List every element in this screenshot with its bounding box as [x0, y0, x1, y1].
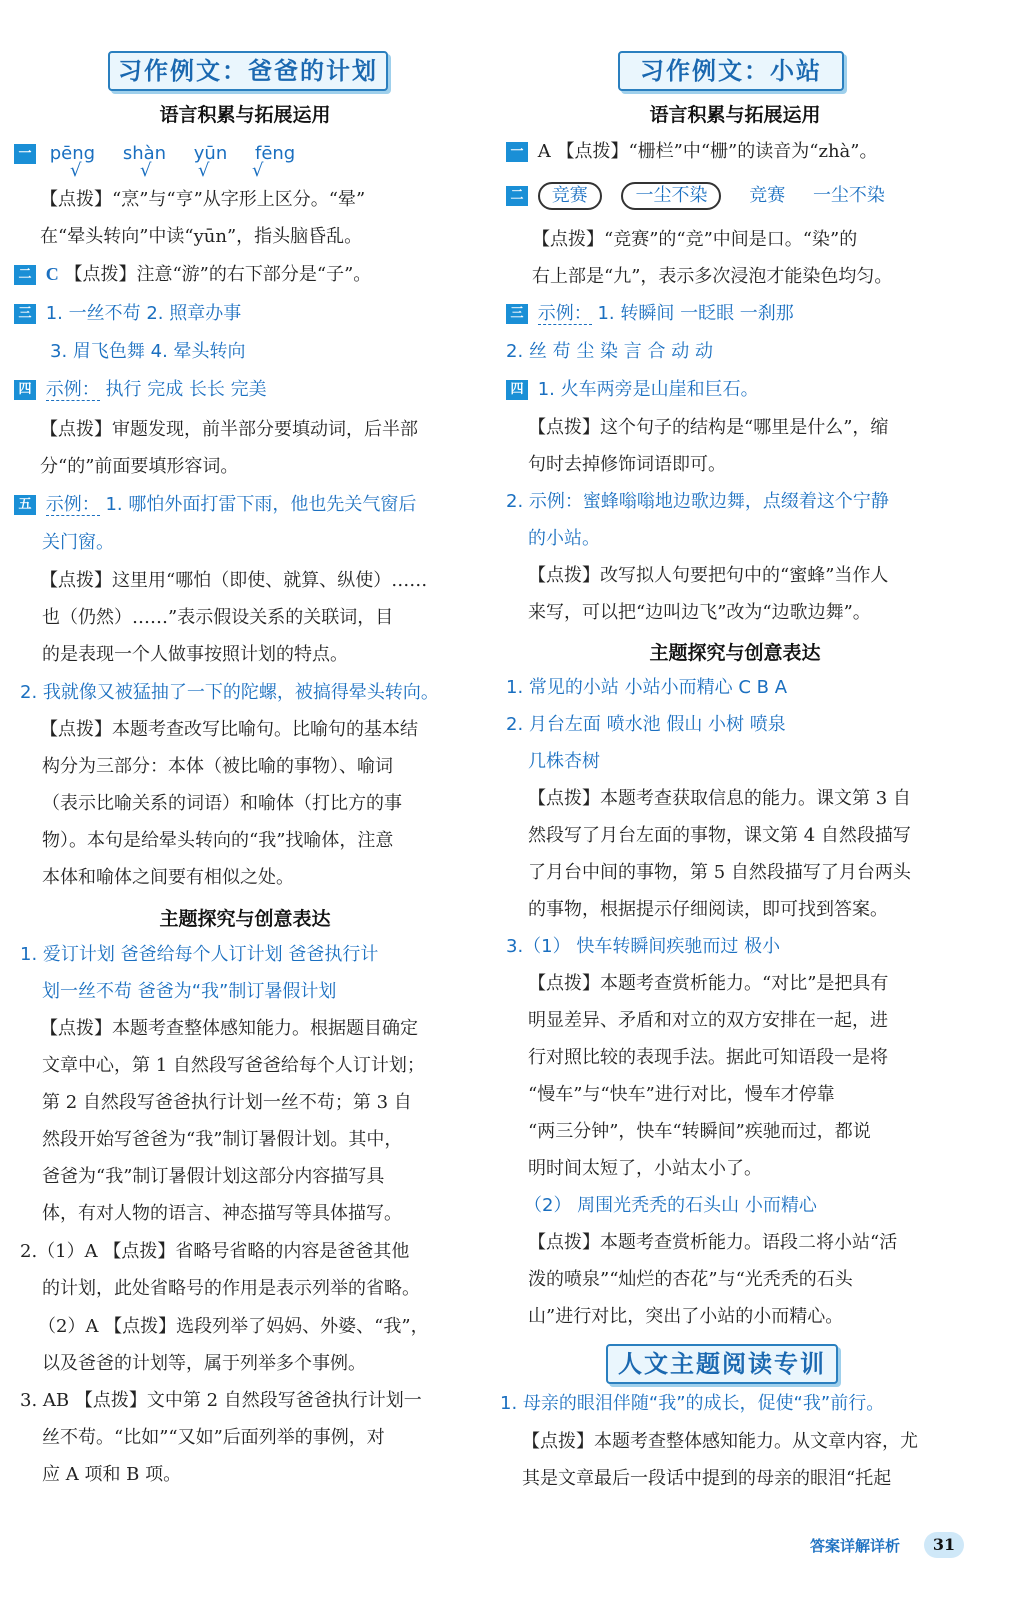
answer-line: 1. 爱订计划 爸爸给每个人订计划 爸爸执行计: [20, 944, 379, 965]
section-heading: 主题探究与创意表达: [649, 642, 821, 664]
answer: A 【点拨】“栅栏”中“栅”的读音为“zhà”。: [537, 141, 878, 162]
tip-line: 分“的”前面要填形容词。: [40, 456, 239, 477]
answer-line: 几株杏树: [528, 751, 600, 772]
tip-line: “两三分钟”，快车“转瞬间”疾驰而过，都说: [528, 1121, 871, 1142]
answer-line: （2） 周围光秃秃的石头山 小而精心: [524, 1195, 817, 1216]
q-number: 一: [14, 144, 36, 164]
tip-line: 物）。本句是给晕头转向的“我”找喻体，注意: [42, 830, 394, 851]
q-number: 一: [506, 142, 528, 162]
tip: 【点拨】注意“游”的右下部分是“子”。: [64, 264, 372, 285]
answer: 执行 完成 长长 完美: [105, 379, 267, 400]
tip-line: 泼的喷泉”“灿烂的杏花”与“光秃秃的石头: [528, 1269, 853, 1290]
answer-line: 关门窗。: [42, 532, 114, 553]
tip-line: 其是文章最后一段话中提到的母亲的眼泪“托起: [522, 1468, 892, 1489]
answer-line: 3.（1） 快车转瞬间疾驰而过 极小: [506, 936, 781, 957]
pinyin-4: fēng: [254, 143, 296, 164]
tip-line: 右上部是“九”，表示多次浸泡才能染色均匀。: [532, 266, 893, 287]
q4-row: [14, 378, 267, 402]
q-number: 四: [14, 380, 36, 400]
tip-line: 第 2 自然段写爸爸执行计划一丝不苟；第 3 自: [42, 1092, 412, 1113]
tip-line: 然段开始写爸爸为“我”制订暑假计划。其中，: [42, 1129, 403, 1150]
tip-line: 来写，可以把“边叫边飞”改为“边歌边舞”。: [528, 602, 871, 623]
tip-line: 【点拨】“烹”与“亨”从字形上区分。“晕”: [40, 189, 366, 210]
tip-line: 的是表现一个人做事按照计划的特点。: [42, 644, 348, 665]
tip-line: 明时间太短了，小站太小了。: [528, 1158, 762, 1179]
answer-line: 2. 示例：蜜蜂嗡嗡地边歌边舞，点缀着这个宁静: [506, 491, 889, 512]
answer-line: 3. AB 【点拨】文中第 2 自然段写爸爸执行计划一: [20, 1390, 422, 1411]
answer-line: （2）A 【点拨】选段列举了妈妈、外婆、“我”，: [38, 1316, 429, 1337]
check-icon: √: [198, 160, 210, 181]
answer: 1. 火车两旁是山崖和巨石。: [537, 379, 759, 400]
tip-line: 然段写了月台左面的事物，课文第 4 自然段描写: [528, 825, 911, 846]
example-label: 示例：: [45, 494, 100, 515]
pinyin-3: yūn: [193, 143, 228, 164]
section-heading: 语言积累与拓展运用: [649, 104, 821, 126]
section-banner: 习作例文：爸爸的计划: [108, 51, 388, 91]
answer-line: 1. 母亲的眼泪伴随“我”的成长，促使“我”前行。: [500, 1393, 885, 1414]
q-number: 四: [506, 380, 528, 400]
answer-line: 2.（1）A 【点拨】省略号省略的内容是爸爸其他: [20, 1241, 410, 1262]
section-heading: 语言积累与拓展运用: [159, 104, 331, 126]
tip-line: 也（仍然）……”表示假设关系的关联词，目: [42, 607, 394, 628]
answer: 竞赛: [749, 185, 786, 206]
answer: 1. 转瞬间 一眨眼 一刹那: [597, 303, 794, 324]
footer-label: 答案详解详析: [809, 1537, 900, 1555]
q-number: 三: [14, 304, 36, 324]
tip-line: 【点拨】这个句子的结构是“哪里是什么”，缩: [528, 417, 889, 438]
tip-line: 行对照比较的表现手法。据此可知语段一是将: [528, 1047, 888, 1068]
answer-line: 2. 丝 苟 尘 染 言 合 动 动: [506, 341, 713, 362]
tip-line: 丝不苟。“比如”“又如”后面列举的事例，对: [42, 1427, 385, 1448]
tip-line: 的计划，此处省略号的作用是表示列举的省略。: [42, 1278, 420, 1299]
tip-line: 体，有对人物的语言、神态描写等具体描写。: [42, 1203, 402, 1224]
answer: C: [45, 264, 59, 284]
q4-row: [506, 378, 759, 402]
tip-line: 【点拨】“竞赛”的“竞”中间是口。“染”的: [532, 229, 858, 250]
section-heading: 主题探究与创意表达: [159, 908, 331, 930]
answer-line: 3. 眉飞色舞 4. 晕头转向: [50, 341, 246, 362]
tip-line: 句时去掉修饰词语即可。: [528, 454, 726, 475]
pinyin-1: pēng: [49, 143, 96, 164]
check-icon: √: [70, 160, 82, 181]
circled-word: 竞赛: [538, 182, 602, 210]
q-number: 五: [14, 495, 36, 515]
pinyin-2: shàn: [122, 143, 167, 164]
check-icon: √: [252, 160, 264, 181]
q3-row: [506, 302, 794, 326]
tip-line: 【点拨】审题发现，前半部分要填动词，后半部: [40, 419, 418, 440]
answer-line: 划一丝不苟 爸爸为“我”制订暑假计划: [42, 981, 337, 1002]
tip-line: 文章中心，第 1 自然段写爸爸给每个人订计划；: [42, 1055, 425, 1076]
tip-line: 【点拨】本题考查赏析能力。语段二将小站“活: [528, 1232, 898, 1253]
tip-line: 在“晕头转向”中读“yūn”，指头脑昏乱。: [40, 226, 363, 247]
tip-line: 【点拨】本题考查获取信息的能力。课文第 3 自: [528, 788, 911, 809]
answer-line: 2. 我就像又被猛抽了一下的陀螺，被搞得晕头转向。: [20, 682, 439, 703]
answer-line: 的小站。: [528, 528, 600, 549]
section-banner: 人文主题阅读专训: [606, 1344, 838, 1384]
tip-line: 山”进行对比，突出了小站的小而精心。: [528, 1306, 844, 1327]
q-number: 二: [14, 265, 36, 285]
answer-line: 1. 常见的小站 小站小而精心 C B A: [506, 677, 788, 698]
answer: 1. 一丝不苟 2. 照章办事: [45, 303, 242, 324]
answer: 一尘不染: [812, 185, 885, 206]
tip-line: 【点拨】本题考查赏析能力。“对比”是把具有: [528, 973, 889, 994]
tip-line: 以及爸爸的计划等，属于列举多个事例。: [42, 1353, 366, 1374]
page-number: 31: [924, 1532, 964, 1558]
tip-line: 【点拨】本题考查整体感知能力。根据题目确定: [40, 1018, 418, 1039]
answer: 1. 哪怕外面打雷下雨，他也先关气窗后: [105, 494, 417, 515]
answer-line: 2. 月台左面 喷水池 假山 小树 喷泉: [506, 714, 786, 735]
tip-line: 【点拨】本题考查整体感知能力。从文章内容，尤: [522, 1431, 918, 1452]
tip-line: 【点拨】改写拟人句要把句中的“蜜蜂”当作人: [528, 565, 889, 586]
tip-line: 爸爸为“我”制订暑假计划这部分内容描写具: [42, 1166, 385, 1187]
circled-word: 一尘不染: [621, 182, 721, 210]
example-label: 示例：: [45, 379, 100, 400]
tip-line: 的事物，根据提示仔细阅读，即可找到答案。: [528, 899, 888, 920]
tip-line: 【点拨】本题考查改写比喻句。比喻句的基本结: [40, 719, 418, 740]
q1-row: [506, 140, 877, 164]
check-icon: √: [140, 160, 152, 181]
q-number: 二: [506, 186, 528, 206]
q2-row: [506, 182, 885, 210]
q-number: 三: [506, 304, 528, 324]
tip-line: 明显差异、矛盾和对立的双方安排在一起，进: [528, 1010, 888, 1031]
tip-line: 应 A 项和 B 项。: [42, 1464, 182, 1485]
tip-line: “慢车”与“快车”进行对比，慢车才停靠: [528, 1084, 835, 1105]
tip-line: 【点拨】这里用“哪怕（即使、就算、纵使）……: [40, 570, 428, 591]
q2-row: [14, 262, 371, 287]
tip-line: （表示比喻关系的词语）和喻体（打比方的事: [42, 793, 402, 814]
section-banner: 习作例文：小站: [618, 51, 844, 91]
example-label: 示例：: [537, 303, 592, 324]
tip-line: 本体和喻体之间要有相似之处。: [42, 867, 294, 888]
tip-line: 了月台中间的事物，第 5 自然段描写了月台两头: [528, 862, 911, 883]
q3-row: [14, 302, 241, 326]
q5-row: [14, 493, 416, 517]
tip-line: 构分为三部分：本体（被比喻的事物）、喻词: [42, 756, 393, 777]
